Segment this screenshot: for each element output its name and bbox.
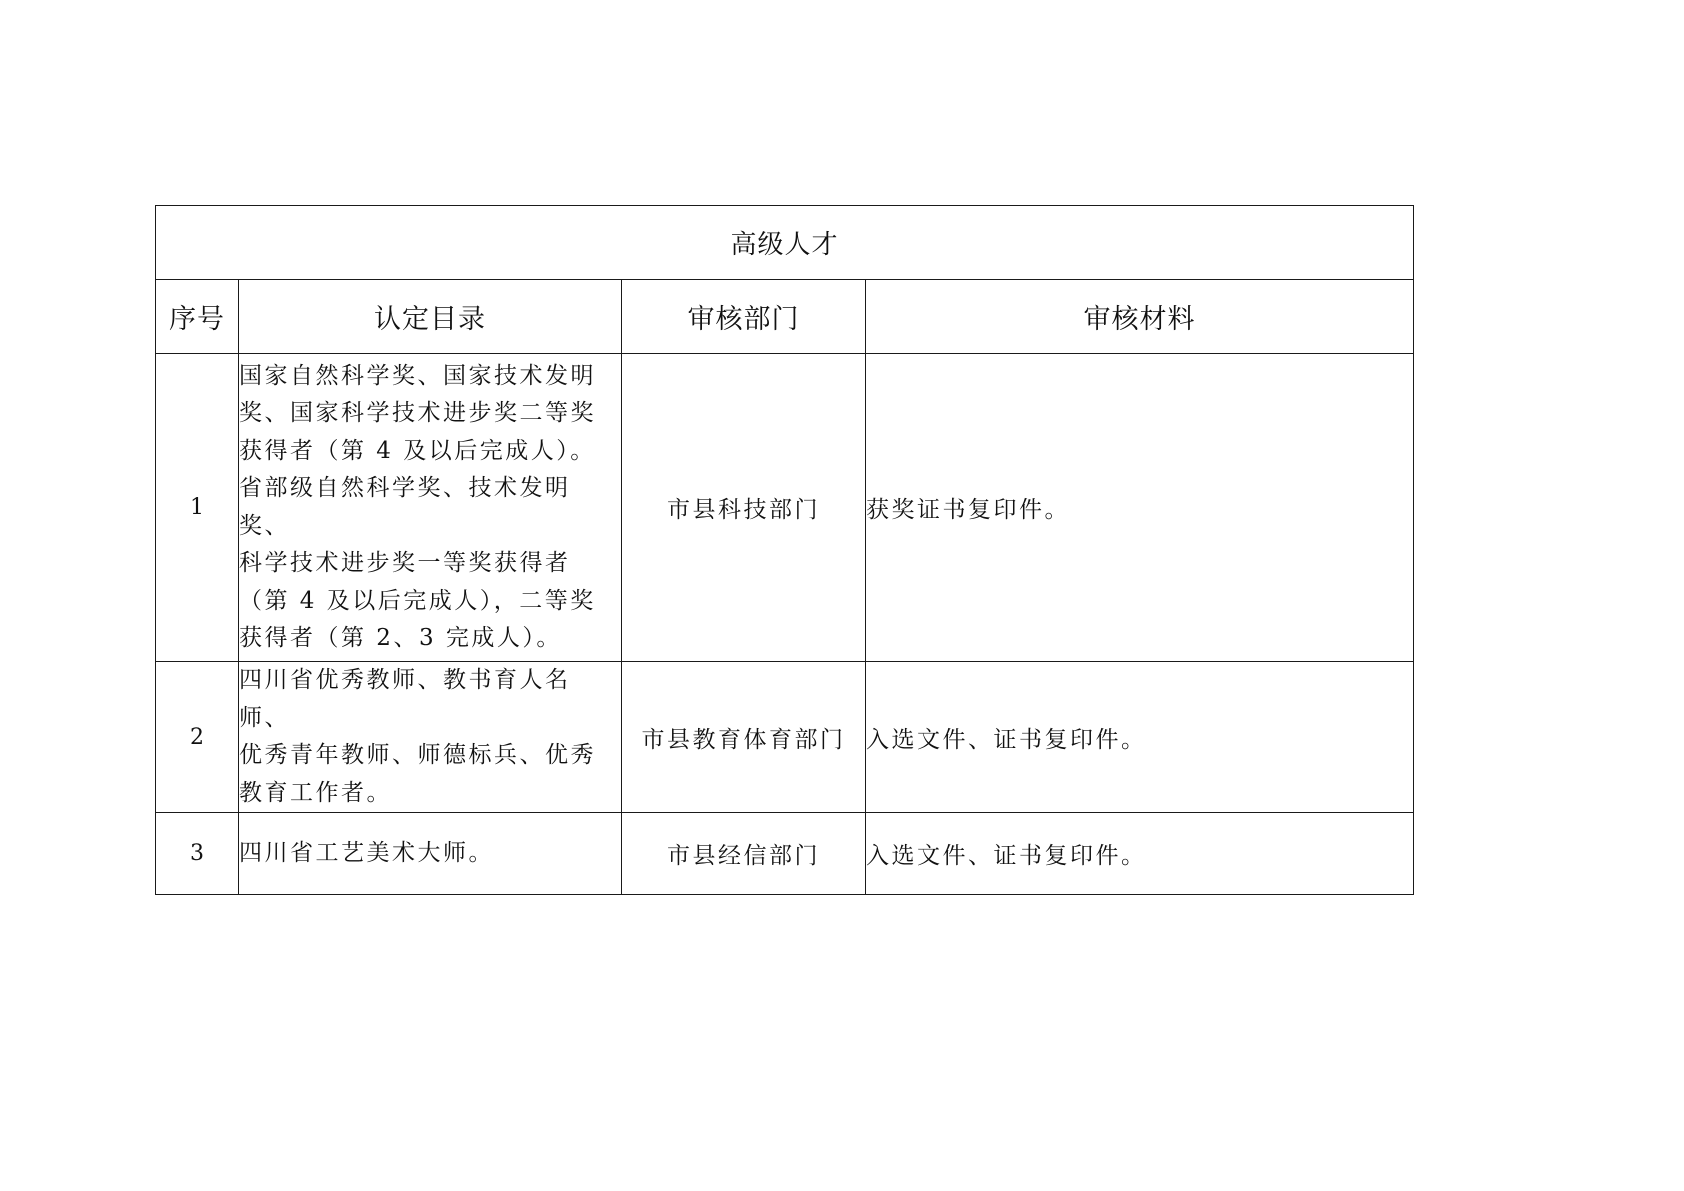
row-seq: 2 (156, 662, 239, 813)
catalog-line: 获得者（第 4 及以后完成人）。 (239, 437, 596, 464)
row-catalog (239, 813, 622, 895)
catalog-line: 四川省工艺美术大师。 (239, 839, 494, 866)
header-materials: 审核材料 (866, 280, 1414, 354)
table-row (156, 354, 1414, 662)
catalog-line: 科学技术进步奖一等奖获得者 (239, 550, 571, 576)
row-materials: 入选文件、证书复印件。 (866, 662, 1414, 813)
catalog-line: 国家自然科学奖、国家技术发明 (239, 362, 596, 389)
table-header-row (156, 280, 1414, 354)
table-row (156, 813, 1414, 895)
row-catalog (239, 662, 622, 813)
table-title: 高级人才 (156, 206, 1414, 280)
row-catalog (239, 354, 622, 662)
talent-table (155, 205, 1414, 895)
catalog-line: 四川省优秀教师、教书育人名师、 (239, 667, 571, 731)
catalog-line: 优秀青年教师、师德标兵、优秀 (239, 742, 596, 768)
row-seq: 3 (156, 813, 239, 895)
row-materials: 获奖证书复印件。 (866, 354, 1414, 662)
catalog-line: 省部级自然科学奖、技术发明奖、 (239, 475, 571, 539)
catalog-line: 奖、国家科学技术进步奖二等奖 (239, 400, 596, 426)
header-seq: 序号 (156, 280, 239, 354)
catalog-line: 获得者（第 2、3 完成人）。 (239, 625, 562, 651)
row-materials: 入选文件、证书复印件。 (866, 813, 1414, 895)
header-catalog: 认定目录 (239, 280, 622, 354)
header-department: 审核部门 (622, 280, 866, 354)
row-department: 市县教育体育部门 (622, 662, 866, 813)
table-row (156, 662, 1414, 813)
table-title-row (156, 206, 1414, 280)
row-department: 市县科技部门 (622, 354, 866, 662)
catalog-line: 教育工作者。 (239, 779, 392, 806)
row-seq: 1 (156, 354, 239, 662)
catalog-line: （第 4 及以后完成人），二等奖 (239, 587, 596, 614)
row-department: 市县经信部门 (622, 813, 866, 895)
